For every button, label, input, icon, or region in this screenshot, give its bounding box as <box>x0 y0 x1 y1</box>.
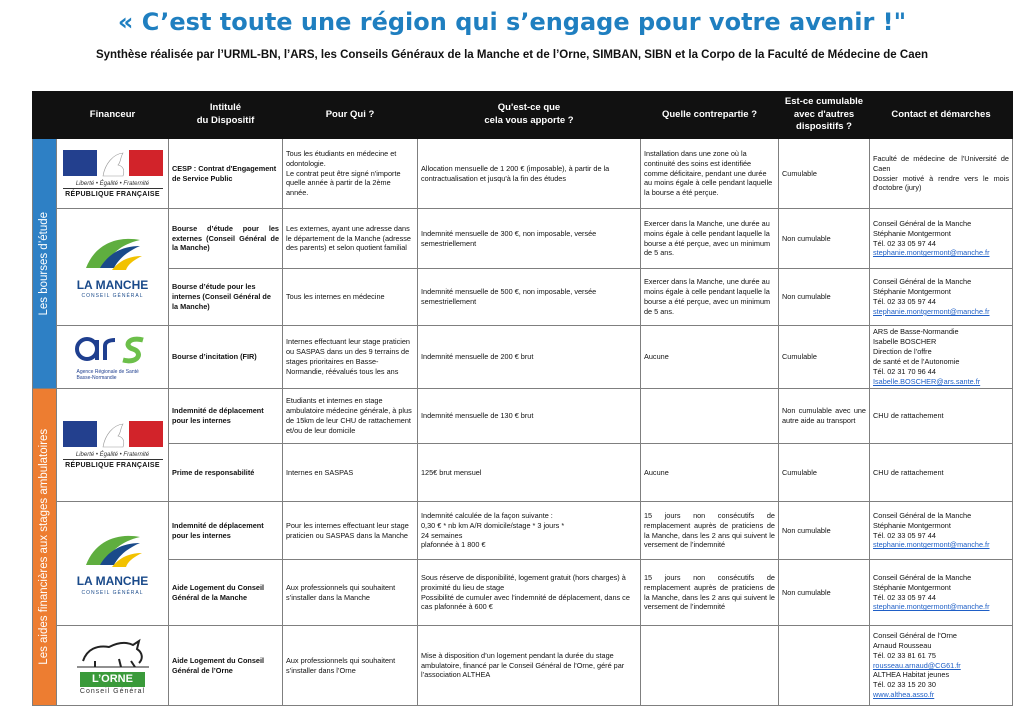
cell-apporte: Indemnité mensuelle de 300 €, non imposable, versée semestriellement <box>418 209 641 269</box>
cell-cumulable: Non cumulable <box>779 269 870 326</box>
financeur-ars <box>57 326 169 389</box>
page-title: « C’est toute une région qui s’engage pour votre avenir !" <box>117 8 907 36</box>
ars-emblem-icon <box>73 332 153 366</box>
section-bourses <box>33 139 57 389</box>
cell-contrepartie: Exercer dans la Manche, une durée au moins égale à celle pendant laquelle la bourse a été perçue, avec un minimum de 5 ans. <box>641 269 779 326</box>
republique-francaise-logo <box>63 419 163 471</box>
cell-contact: CHU de rattachement <box>870 389 1013 444</box>
cell-intitule: Prime de responsabilité <box>169 444 283 502</box>
cell-contact <box>870 502 1013 560</box>
cell-apporte: Sous réserve de disponibilité, logement gratuit (hors charges) à proximité du lieu de stage Possibilité de cumuler avec l’indemnité de déplacement, dans ce cas plafonnée à 600 € <box>418 560 641 626</box>
financeur-republique-francaise <box>57 139 169 209</box>
cell-contact: CHU de rattachement <box>870 444 1013 502</box>
la-manche-sub: CONSEIL GÉNÉRAL <box>81 589 144 596</box>
cell-contrepartie: 15 jours non consécutifs de remplacement auprès de praticiens de la Manche, dans les 2 ans qui suivent le versement de l’indemnité <box>641 560 779 626</box>
cell-intitule: Bourse d’étude pour les internes (Conseil Général de la Manche) <box>169 269 283 326</box>
table-row <box>33 326 1013 389</box>
cell-intitule: Indemnité de déplacement pour les internes <box>169 502 283 560</box>
cell-apporte: Allocation mensuelle de 1 200 € (imposable), à partir de la contractualisation et jusqu'à la fin des études <box>418 139 641 209</box>
cell-intitule: Bourse d’étude pour les externes (Conseil Général de la Manche) <box>169 209 283 269</box>
rf-name: RÉPUBLIQUE FRANÇAISE <box>63 188 163 199</box>
table-row <box>33 560 1013 626</box>
contact-text: ARS de Basse-Normandie Isabelle BOSCHER Direction de l’offre de santé et de l’Autonomie Tél. 02 31 70 96 44 <box>873 327 960 376</box>
cell-cumulable: Cumulable <box>779 326 870 389</box>
cell-contrepartie: 15 jours non consécutifs de remplacement auprès de praticiens de la Manche, dans les 2 ans qui suivent le versement de l’indemnité <box>641 502 779 560</box>
cell-intitule: CESP : Contrat d'Engagement de Service Public <box>169 139 283 209</box>
contact-text: Conseil Général de la Manche Stéphanie Montgermont Tél. 02 33 05 97 44 <box>873 572 972 602</box>
orne-name: L’ORNE <box>80 672 145 687</box>
contact-text: Conseil Général de la Manche Stéphanie Montgermont Tél. 02 33 05 97 44 <box>873 510 972 540</box>
cell-pour-qui: Tous les étudiants en médecine et odontologie. Le contrat peut être signé n'importe quelle année à partir de la 2ème année. <box>283 139 418 209</box>
la-manche-logo <box>63 234 163 300</box>
la-manche-name: LA MANCHE <box>76 277 149 292</box>
financeur-la-manche <box>57 209 169 326</box>
aid-summary-table <box>32 91 1013 706</box>
header-contact: Contact et démarches <box>870 92 1013 139</box>
la-manche-emblem-icon <box>78 531 148 571</box>
cell-contact <box>870 209 1013 269</box>
orne-logo <box>63 635 163 696</box>
republique-francaise-logo <box>63 148 163 200</box>
table-row <box>33 502 1013 560</box>
cell-apporte: Indemnité mensuelle de 500 €, non imposable, versée semestriellement <box>418 269 641 326</box>
cell-intitule: Aide Logement du Conseil Général de l’Orne <box>169 626 283 706</box>
financeur-orne <box>57 626 169 706</box>
cell-cumulable: Non cumulable avec une autre aide au transport <box>779 389 870 444</box>
cell-contrepartie: Aucune <box>641 444 779 502</box>
la-manche-sub: CONSEIL GÉNÉRAL <box>81 293 144 300</box>
section-label-aides: Les aides financières aux stages ambulatoires <box>37 429 50 665</box>
header-apporte: Qu'est-ce que cela vous apporte ? <box>418 92 641 139</box>
horse-emblem-icon <box>73 635 153 669</box>
cell-contact <box>870 269 1013 326</box>
table-row <box>33 389 1013 444</box>
cell-contrepartie: Aucune <box>641 326 779 389</box>
financeur-la-manche <box>57 502 169 626</box>
cell-pour-qui: Internes en SASPAS <box>283 444 418 502</box>
contact-text: Conseil Général de la Manche Stéphanie Montgermont Tél. 02 33 05 97 44 <box>873 277 972 306</box>
cell-contact <box>870 626 1013 706</box>
contact-email-link[interactable]: stephanie.montgermont@manche.fr <box>873 602 990 612</box>
cell-contrepartie: Exercer dans la Manche, une durée au moins égale à celle pendant laquelle la bourse a été perçue, avec un minimum de 5 ans. <box>641 209 779 269</box>
contact-email-link[interactable]: rousseau.arnaud@CG61.fr <box>873 660 961 670</box>
cell-contrepartie <box>641 389 779 444</box>
page-subtitle: Synthèse réalisée par l’URML-BN, l’ARS, les Conseils Généraux de la Manche et de l’Orne, SIMBAN, SIBN et la Corpo de la Faculté de Médecine de Caen <box>95 49 929 61</box>
cell-contrepartie: Installation dans une zone où la continuité des soins est identifiée comme déficitaire, pendant une durée au moins égale à celle pendant laquelle la bourse a été perçue. <box>641 139 779 209</box>
cell-pour-qui: Les externes, ayant une adresse dans le département de la Manche (adresse des parents) et selon quotient familial <box>283 209 418 269</box>
contact-text: Conseil Général de la Manche Stéphanie Montgermont Tél. 02 33 05 97 44 <box>873 218 972 248</box>
cell-cumulable: Non cumulable <box>779 209 870 269</box>
contact-website-link[interactable]: www.althea.asso.fr <box>873 690 935 700</box>
cell-apporte: Indemnité mensuelle de 130 € brut <box>418 389 641 444</box>
cell-cumulable: Cumulable <box>779 444 870 502</box>
ars-text: Agence Régionale de Santé Basse-Normandie <box>76 369 139 381</box>
table-row <box>33 209 1013 269</box>
cell-pour-qui: Aux professionnels qui souhaitent s’installer dans l’Orne <box>283 626 418 706</box>
cell-pour-qui: Etudiants et internes en stage ambulatoire médecine générale, à plus de 15km de leur CHU de rattachement et/ou de leur domicile <box>283 389 418 444</box>
cell-pour-qui: Aux professionnels qui souhaitent s’installer dans la Manche <box>283 560 418 626</box>
cell-contact <box>870 560 1013 626</box>
table-header-row <box>33 92 1013 139</box>
cell-pour-qui: Internes effectuant leur stage praticien ou SASPAS dans un des 9 terrains de stages prioritaires en Basse-Normandie, réévalués tous les ans <box>283 326 418 389</box>
cell-apporte: Mise à disposition d’un logement pendant la durée du stage ambulatoire, financé par le Conseil Général de l’Orne, géré par l’association ALTHEA <box>418 626 641 706</box>
cell-contact: Faculté de médecine de l'Université de Caen Dossier motivé à rendre vers le mois d'octobre (jury) <box>870 139 1013 209</box>
header-cumulable: Est-ce cumulable avec d'autres dispositifs ? <box>779 92 870 139</box>
marianne-flag-icon <box>63 419 163 449</box>
rf-name: RÉPUBLIQUE FRANÇAISE <box>63 459 163 470</box>
rf-motto: Liberté • Égalité • Fraternité <box>75 180 150 187</box>
header-intitule: Intitulé du Dispositif <box>169 92 283 139</box>
contact-email-link[interactable]: stephanie.montgermont@manche.fr <box>873 306 990 316</box>
table-row <box>33 269 1013 326</box>
financeur-republique-francaise <box>57 389 169 502</box>
la-manche-emblem-icon <box>78 234 148 274</box>
cell-intitule: Bourse d’incitation (FIR) <box>169 326 283 389</box>
contact-email-link[interactable]: Isabelle.BOSCHER@ars.sante.fr <box>873 376 981 386</box>
marianne-flag-icon <box>63 148 163 178</box>
section-aides <box>33 389 57 706</box>
table-row <box>33 444 1013 502</box>
header-financeur: Financeur <box>57 92 169 139</box>
cell-apporte: 125€ brut mensuel <box>418 444 641 502</box>
header-pour-qui: Pour Qui ? <box>283 92 418 139</box>
table-row <box>33 139 1013 209</box>
cell-apporte: Indemnité mensuelle de 200 € brut <box>418 326 641 389</box>
contact-email-link[interactable]: stephanie.montgermont@manche.fr <box>873 540 990 550</box>
cell-contact <box>870 326 1013 389</box>
cell-apporte: Indemnité calculée de la façon suivante : 0,30 € * nb km A/R domicile/stage * 3 jours * 24 semaines plafonnée à 1 800 € <box>418 502 641 560</box>
section-label-bourses: Les bourses d’étude <box>37 211 50 316</box>
header-contrepartie: Quelle contrepartie ? <box>641 92 779 139</box>
rf-motto: Liberté • Égalité • Fraternité <box>75 452 150 459</box>
la-manche-name: LA MANCHE <box>76 574 149 589</box>
cell-cumulable: Cumulable <box>779 139 870 209</box>
cell-pour-qui: Tous les internes en médecine <box>283 269 418 326</box>
cell-cumulable <box>779 626 870 706</box>
cell-intitule: Indemnité de déplacement pour les internes <box>169 389 283 444</box>
header-spacer <box>33 92 57 139</box>
contact-email-link[interactable]: stephanie.montgermont@manche.fr <box>873 248 990 258</box>
cell-pour-qui: Pour les internes effectuant leur stage praticien ou SASPAS dans la Manche <box>283 502 418 560</box>
cell-intitule: Aide Logement du Conseil Général de la Manche <box>169 560 283 626</box>
contact-text-2: ALTHEA Habitat jeunes Tél. 02 33 15 20 30 <box>873 670 950 690</box>
cell-cumulable: Non cumulable <box>779 560 870 626</box>
ars-logo <box>63 332 163 381</box>
cell-contrepartie <box>641 626 779 706</box>
contact-text: Conseil Général de l’Orne Arnaud Rousseau Tél. 02 33 81 61 75 <box>873 631 957 660</box>
table-row <box>33 626 1013 706</box>
la-manche-logo <box>63 531 163 597</box>
orne-sub: Conseil Général <box>79 687 146 695</box>
cell-cumulable: Non cumulable <box>779 502 870 560</box>
